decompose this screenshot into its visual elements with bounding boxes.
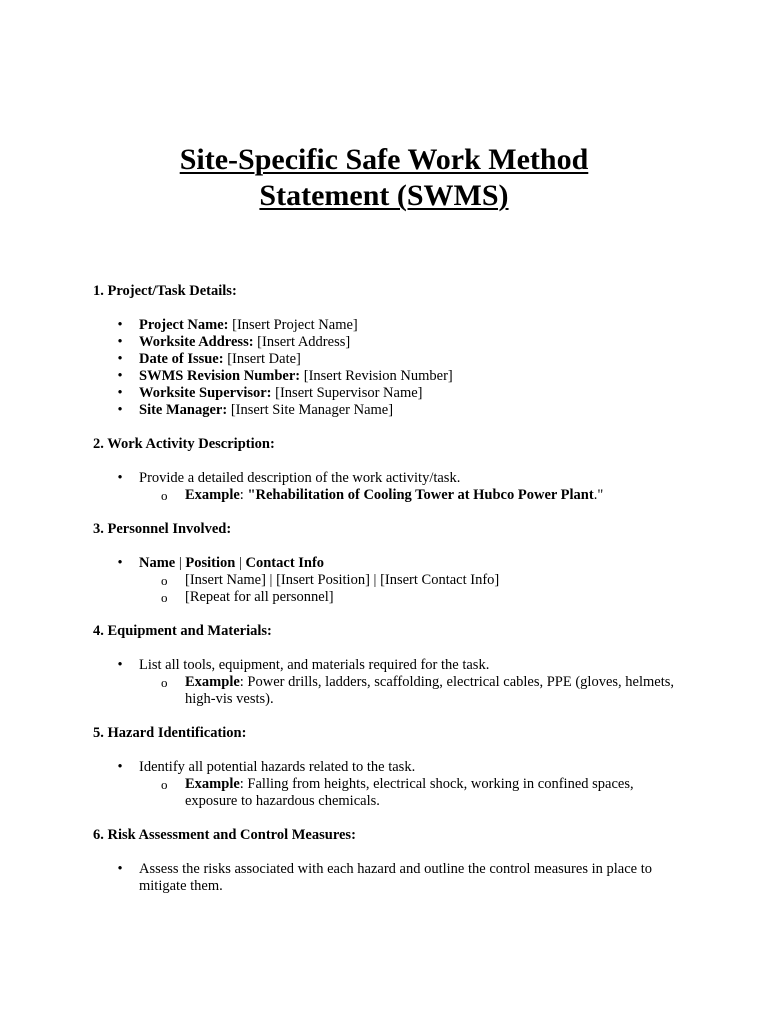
bullet-icon: • (117, 555, 123, 571)
personnel-list (93, 555, 683, 606)
example-label: Example (185, 487, 240, 503)
personnel-repeat-note: [Repeat for all personnel] (185, 589, 334, 605)
list-item (93, 555, 683, 606)
field-label: Worksite Supervisor: (139, 385, 272, 401)
list-item (93, 351, 683, 368)
sub-list-item (139, 572, 683, 589)
sub-list (139, 572, 683, 606)
example-text: : Power drills, ladders, scaffolding, electrical cables, PPE (gloves, helmets, high-vis vests). (185, 674, 675, 707)
list-item (93, 402, 683, 419)
title-line-1: Site-Specific Safe Work Method (179, 143, 589, 176)
list-item (93, 368, 683, 385)
field-value: [Insert Date] (223, 351, 301, 367)
document-body (93, 283, 683, 895)
hazard-list (93, 759, 683, 810)
field-label: SWMS Revision Number: (139, 368, 301, 384)
example-end: ." (593, 487, 604, 503)
bullet-icon: • (117, 368, 123, 384)
column-name-label: Name (139, 555, 176, 571)
bullet-text: Identify all potential hazards related to the task. (139, 759, 416, 775)
section-heading-risk-assessment: 6. Risk Assessment and Control Measures: (93, 827, 356, 843)
list-item (93, 861, 683, 895)
list-item (93, 657, 683, 708)
sub-list (139, 487, 683, 504)
section-heading-hazards: 5. Hazard Identification: (93, 725, 247, 741)
sub-bullet-icon: o (161, 590, 168, 605)
bullet-text: Assess the risks associated with each hazard and outline the control measures in place to mitigate them. (139, 861, 652, 894)
bullet-text: List all tools, equipment, and materials required for the task. (139, 657, 490, 673)
sub-list (139, 776, 683, 810)
bullet-icon: • (117, 385, 123, 401)
risk-assessment-list (93, 861, 683, 895)
bullet-icon: • (117, 402, 123, 418)
sub-list-item (139, 674, 683, 708)
bullet-icon: • (117, 317, 123, 333)
column-position-label: Position (185, 555, 236, 571)
separator: | (235, 555, 246, 571)
field-value: [Insert Revision Number] (300, 368, 453, 384)
column-contact-label: Contact Info (245, 555, 325, 571)
field-label: Worksite Address: (139, 334, 254, 350)
list-item (93, 334, 683, 351)
list-item (93, 470, 683, 504)
example-label: Example (185, 674, 240, 690)
field-value: [Insert Address] (253, 334, 351, 350)
equipment-list (93, 657, 683, 708)
bullet-icon: • (117, 470, 123, 486)
field-value: [Insert Supervisor Name] (271, 385, 423, 401)
separator: | (175, 555, 186, 571)
bullet-icon: • (117, 657, 123, 673)
title-line-2: Statement (SWMS) (259, 179, 509, 212)
sub-list-item (139, 776, 683, 810)
example-separator: : (239, 487, 248, 503)
document-title (0, 142, 768, 214)
bullet-icon: • (117, 334, 123, 350)
field-value: [Insert Project Name] (228, 317, 358, 333)
work-activity-list (93, 470, 683, 504)
section-heading-project-details: 1. Project/Task Details: (93, 283, 237, 299)
field-value: [Insert Site Manager Name] (227, 402, 394, 418)
example-text: : Falling from heights, electrical shock, working in confined spaces, exposure to hazardous chemicals. (185, 776, 634, 809)
bullet-text: Provide a detailed description of the work activity/task. (139, 470, 461, 486)
field-label: Site Manager: (139, 402, 228, 418)
sub-bullet-icon: o (161, 777, 168, 792)
section-heading-personnel: 3. Personnel Involved: (93, 521, 232, 537)
sub-bullet-icon: o (161, 573, 168, 588)
bullet-icon: • (117, 861, 123, 877)
bullet-icon: • (117, 759, 123, 775)
list-item (93, 759, 683, 810)
personnel-placeholder: [Insert Name] | [Insert Position] | [Insert Contact Info] (185, 572, 500, 588)
list-item (93, 385, 683, 402)
section-heading-equipment: 4. Equipment and Materials: (93, 623, 272, 639)
sub-list-item (139, 487, 683, 504)
example-label: Example (185, 776, 240, 792)
list-item (93, 317, 683, 334)
sub-list-item (139, 589, 683, 606)
sub-list (139, 674, 683, 708)
example-text: "Rehabilitation of Cooling Tower at Hubco Power Plant (247, 487, 594, 503)
field-label: Date of Issue: (139, 351, 224, 367)
sub-bullet-icon: o (161, 675, 168, 690)
bullet-icon: • (117, 351, 123, 367)
project-details-list (93, 317, 683, 419)
section-heading-work-activity: 2. Work Activity Description: (93, 436, 275, 452)
field-label: Project Name: (139, 317, 229, 333)
sub-bullet-icon: o (161, 488, 168, 503)
